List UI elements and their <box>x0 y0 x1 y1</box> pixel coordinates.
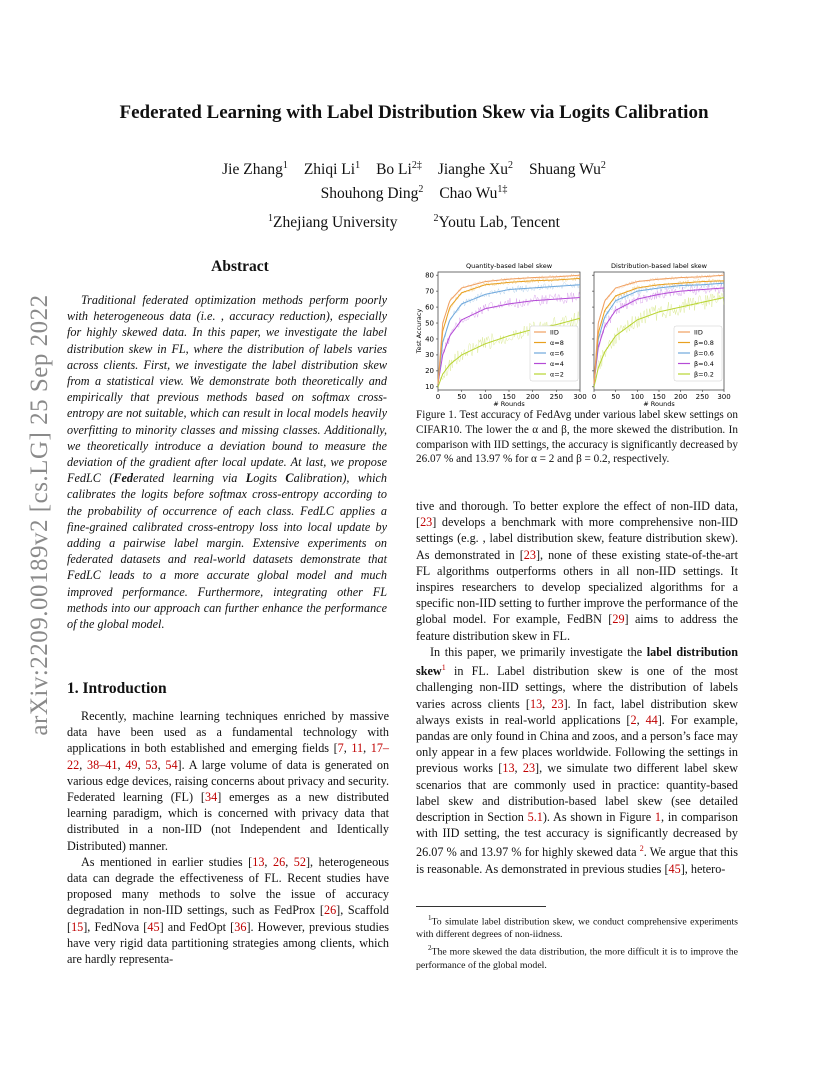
citation-link[interactable]: 15 <box>71 919 84 934</box>
y-tick-label: 80 <box>425 271 434 280</box>
author-list <box>0 156 828 204</box>
x-tick-label: 200 <box>673 393 688 401</box>
x-axis-label: # Rounds <box>493 400 525 408</box>
intro-paragraph-2: As mentioned in earlier studies [13, 26, 52], heterogeneous data can degrade the effectiveness of FL. Recent studies have proposed many methods to solve the issue of accuracy degradation in non-IID settings, such as FedProx [26], Scaffold [15], FedNova [45] and FedOpt [36]. However, previous studies have very rigid data partitioning strategies among clients, which are hardly representa- <box>67 854 390 967</box>
intro-left-column <box>67 708 389 967</box>
y-tick-label: 60 <box>425 303 434 312</box>
affiliation: $^1$Zhejiang University <box>268 213 398 232</box>
chart-title: Distribution-based label skew <box>611 262 707 270</box>
y-tick-label: 40 <box>425 335 434 344</box>
citation-link[interactable]: 49 <box>125 757 138 772</box>
citation-link[interactable]: 23 <box>523 547 536 562</box>
legend-label: β=0.2 <box>694 370 714 379</box>
intro-paragraph-3: tive and thorough. To better explore the effect of non-IID data, [23] develops a benchmark with more comprehensive non-IID settings (e.g. , label distribution skew, feature distribution skew). As demonstrated in [23], none of these existing state-of-the-art FL algorithms outperforms others in all non-IID settings. It inspires researchers to develop specialized algorithms for a specific non-IID setting to further improve the performance of the global model. For example, FedBN [29] aims to address the feature distribution skew in FL. <box>416 499 738 643</box>
chart-distribution-skew <box>592 262 731 408</box>
author-name: Shuang Wu$^2$ <box>529 160 606 179</box>
figure-1 <box>416 258 738 408</box>
author-name: Chao $Wu^{1\ddagger}$ <box>439 184 508 203</box>
citation-link[interactable]: 13 <box>502 761 515 776</box>
legend-label: α=4 <box>550 360 564 368</box>
citation-link[interactable]: 13 <box>252 854 265 869</box>
footnote-link[interactable]: 1 <box>441 663 446 673</box>
chart-title: Quantity-based label skew <box>465 262 553 270</box>
citation-link[interactable]: 23 <box>522 761 536 776</box>
citation-link[interactable]: 26 <box>273 854 286 869</box>
legend-label: β=0.8 <box>694 339 714 347</box>
x-tick-label: 50 <box>457 393 467 401</box>
paper-title: Federated Learning with Label Distribution Skew via Logits Calibration <box>119 102 709 123</box>
citation-link[interactable]: 26 <box>323 903 337 918</box>
legend-label: IID <box>694 328 703 337</box>
y-axis-label: Test Accuracy <box>415 308 423 354</box>
intro-paragraph-4: In this paper, we primarily investigate the label distribution skew$^1$ in FL. Label distribution skew is one of the most challenging non-IID settings, where the distribution of labels varies across clients [13, 23]. In fact, label distribution skew always exists in real-world applications [2, 44]. For example, pandas are only found in China and zoos, and a person’s face may only appear in a few places worldwide. Following the settings in previous works [13, 23], we simulate two different label skew scenarios that are commonly used in practice: quantity-based label skew and distribution-based label skew (see detailed description in Section 5.1). As shown in Figure 1, in comparison with IID setting, the test accuracy is significantly decreased by 26.07 % and 13.97 % for highly skewed data $^2$. We argue that this is reasonable. As demonstrated in previous studies [45], hetero- <box>416 644 739 876</box>
x-tick-label: 0 <box>591 393 597 401</box>
x-tick-label: 250 <box>549 393 564 401</box>
x-tick-label: 100 <box>478 393 493 401</box>
x-tick-label: 150 <box>652 393 666 401</box>
x-tick-label: 50 <box>611 393 621 401</box>
x-tick-label: 0 <box>435 393 441 401</box>
y-tick-label: 50 <box>425 319 434 328</box>
section-link[interactable]: 5.1 <box>527 809 543 824</box>
y-tick-label: 10 <box>425 383 434 392</box>
x-axis-label: # Rounds <box>643 400 675 408</box>
legend-label: β=0.6 <box>694 349 714 358</box>
footnote-link[interactable]: 2 <box>639 844 644 854</box>
figure-link[interactable]: 1 <box>654 809 662 824</box>
citation-link[interactable]: 53 <box>145 757 158 772</box>
legend-label: α=2 <box>550 370 564 379</box>
footnote-rule <box>416 906 546 907</box>
citation-link[interactable]: 54 <box>165 757 178 772</box>
intro-paragraph-1: Recently, machine learning techniques enriched by massive data have been used as a fundamental technology with applications in both established and emerging fields [7, 11, 17–22, 38–41, 49, 53, 54]. A large volume of data is generated on various edge devices, raising concerns about privacy and security. Federated learning (FL) [34] emerges as a new distributed learning paradigm, which is concerned with privacy data that distributed in a non-IID (not Independent and Identically Distributed) manner. <box>67 709 390 853</box>
x-tick-label: 300 <box>717 393 731 401</box>
citation-link[interactable]: 23 <box>551 696 564 711</box>
legend-label: IID <box>550 328 559 337</box>
figure-caption: Figure 1. Test accuracy of FedAvg under various label skew settings on CIFAR10. The lower the α and β, the more skewed the distribution. In comparison with IID settings, the accuracy is significantly decreased by 26.07 % and 13.97 % for α = 2 and β = 0.2, respectively. <box>416 409 738 466</box>
authors-line-1 <box>0 156 828 180</box>
abstract-heading: Abstract <box>211 258 269 275</box>
citation-link[interactable]: 38–41 <box>87 757 118 772</box>
authors-line-2 <box>0 180 828 204</box>
section-heading-introduction: 1. Introduction <box>67 680 167 697</box>
x-tick-label: 150 <box>502 393 516 401</box>
citation-link[interactable]: 36 <box>234 919 247 934</box>
author-name: Jie Zhang$^1$ <box>222 160 288 179</box>
y-tick-label: 20 <box>425 367 434 376</box>
y-tick-label: 70 <box>425 287 434 296</box>
author-name: Bo $Li^{2\ddagger}$ <box>376 160 422 179</box>
author-name: Zhiqi Li$^1$ <box>303 160 361 179</box>
x-tick-label: 250 <box>695 393 710 401</box>
chart-quantity-skew <box>415 262 587 408</box>
y-tick-label: 30 <box>425 351 434 360</box>
arxiv-watermark <box>20 290 60 740</box>
footnote-1: $^1$To simulate label distribution skew, we conduct comprehensive experiments with different degrees of non-iidness. <box>416 914 738 941</box>
author-name: Shouhong Ding$^2$ <box>320 184 424 203</box>
affiliation: $^2$Youtu Lab, Tencent <box>433 213 560 232</box>
citation-link[interactable]: 2 <box>630 712 637 727</box>
intro-right-column <box>416 498 738 877</box>
arxiv-id: arXiv:2209.00189v2 [cs.LG] 25 Sep 2022 <box>26 294 53 736</box>
citation-link[interactable]: 29 <box>612 612 625 627</box>
affiliations <box>0 213 828 232</box>
footnote-2: $^2$The more skewed the data distribution, the more difficult it is to improve the performance of the global model. <box>416 944 738 971</box>
citation-link[interactable]: 11 <box>351 741 364 756</box>
author-name: Jianghe Xu$^2$ <box>437 160 513 179</box>
legend-label: α=8 <box>550 339 564 347</box>
x-tick-label: 100 <box>630 393 645 401</box>
citation-link[interactable]: 34 <box>205 790 218 805</box>
abstract-text: Traditional federated optimization methods perform poorly with heterogeneous data (i.e. , accuracy reduction), especially for highly skewed data. In this paper, we investigate the label distribution skew in FL, where the distribution of labels varies across clients. First, we investigate the label distribution skew from a statistical view. We demonstrate both theoretically and empirically that previous methods based on softmax cross-entropy are not suitable, which can result in local models heavily overfitting to minority classes and missing classes. Additionally, we theoretically introduce a deviation bound to measure the deviation of the gradient after local update. At last, we propose FedLC (Federated learning via Logits Calibration), which calibrates the logits before softmax cross-entropy according to the probability of occurrence of each class. FedLC applies a fine-grained calibrated cross-entropy loss into local update by adding a pairwise label margin. Extensive experiments on federated datasets and real-world datasets demonstrate that FedLC leads to a more accurate global model and much improved performance. Furthermore, integrating other FL methods into our approach can further enhance the performance of the global model. <box>67 293 388 632</box>
citation-link[interactable]: 23 <box>420 515 433 530</box>
x-tick-label: 300 <box>573 393 587 401</box>
citation-link[interactable]: 17–22 <box>67 741 389 772</box>
citation-link[interactable]: 45 <box>668 861 681 876</box>
citation-link[interactable]: 44 <box>645 712 658 727</box>
legend-label: β=0.4 <box>694 360 714 368</box>
citation-link[interactable]: 13 <box>529 696 543 711</box>
citation-link[interactable]: 45 <box>147 919 160 934</box>
footnotes <box>416 912 738 973</box>
legend-label: α=6 <box>550 349 564 358</box>
citation-link[interactable]: 7 <box>337 741 344 756</box>
x-tick-label: 200 <box>525 393 540 401</box>
citation-link[interactable]: 52 <box>293 854 306 869</box>
